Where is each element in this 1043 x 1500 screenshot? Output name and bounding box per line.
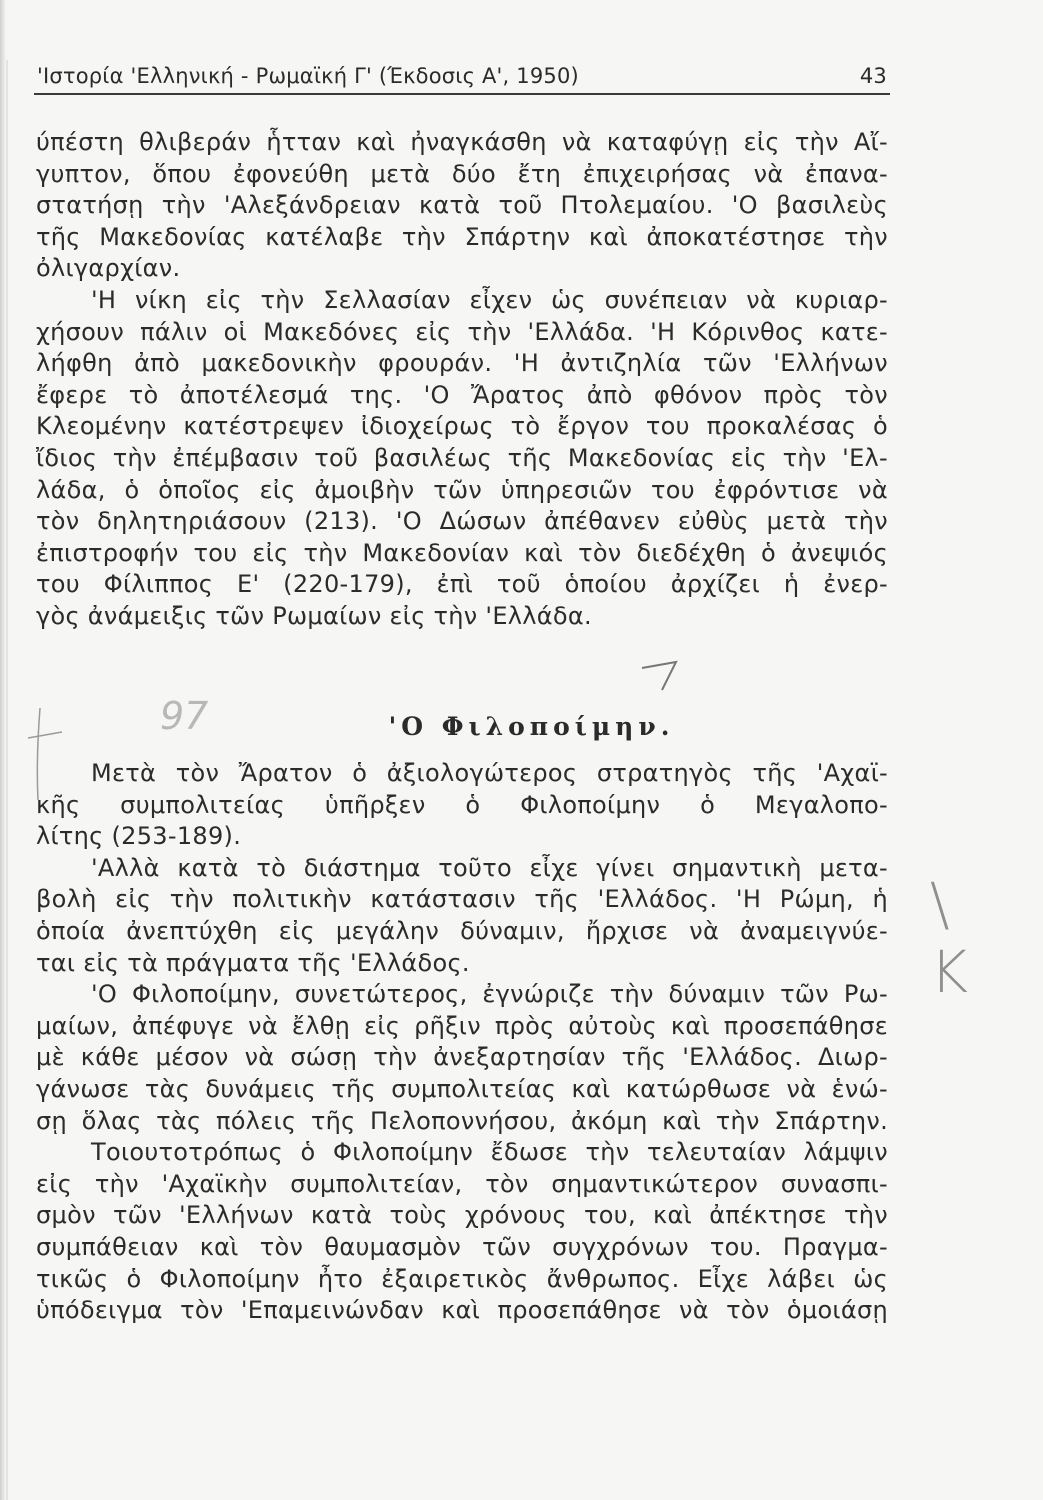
text-line: σμὸν τῶν 'Ελλήνων κατὰ τοὺς χρόνους του, καὶ ἀπέκτησε τὴν	[36, 1201, 888, 1230]
text-line: Κλεομένην κατέστρεψεν ἰδιοχείρως τὸ ἔργον του προκαλέσας ὁ	[36, 412, 888, 441]
text-line: σῃ ὅλας τὰς πόλεις τῆς Πελοποννήσου, ἀκόμη καὶ τὴν Σπάρτην.	[36, 1106, 888, 1135]
text-line: ὁποία ἀνεπτύχθη εἰς μεγάλην δύναμιν, ἤρχισε νὰ ἀναμειγνύε-	[36, 916, 888, 945]
text-line: 'Ο Φιλοποίμην, συνετώτερος, ἐγνώριζε τὴν δύναμιν τῶν Ρω-	[91, 980, 888, 1009]
text-line: γὸς ἀνάμειξις τῶν Ρωμαίων εἰς τὴν 'Ελλάδα.	[36, 601, 592, 630]
text-line: συμπάθειαν καὶ τὸν θαυμασμὸν τῶν συγχρόνων του. Πραγμα-	[36, 1232, 888, 1261]
page-number: 43	[859, 64, 887, 88]
pencil-stroke	[642, 662, 676, 690]
text-line: ἔφερε τὸ ἀποτέλεσμά της. 'Ο Ἄρατος ἀπὸ φθόνον πρὸς τὸν	[36, 380, 888, 409]
text-line: ὑπόδειγμα τὸν 'Επαμεινώνδαν καὶ προσεπάθησε νὰ τὸν ὁμοιάσῃ	[36, 1296, 888, 1325]
pencil-stroke	[37, 708, 40, 800]
text-line: ται εἰς τὰ πράγματα τῆς 'Ελλάδος.	[36, 948, 470, 977]
text-line: 'Η νίκη εἰς τὴν Σελλασίαν εἶχεν ὡς συνέπειαν νὰ κυριαρ-	[91, 285, 888, 314]
text-line: τὸν δηλητηριάσουν (213). 'Ο Δώσων ἀπέθανεν εὐθὺς μετὰ τὴν	[36, 507, 888, 536]
text-line: βολὴ εἰς τὴν πολιτικὴν κατάστασιν τῆς 'Ελλάδος. 'Η Ρώμη, ἡ	[36, 885, 888, 914]
text-line: ἴδιος τὴν ἐπέμβασιν τοῦ βασιλέως τῆς Μακεδονίας εἰς τὴν 'Ελ-	[36, 443, 888, 472]
text-line: τῆς Μακεδονίας κατέλαβε τὴν Σπάρτην καὶ ἀποκατέστησε τὴν	[36, 222, 888, 251]
text-line: λίτης (253-189).	[36, 822, 242, 851]
pencil-stroke	[28, 732, 62, 738]
text-line: μαίων, ἀπέφυγε νὰ ἔλθῃ εἰς ρῆξιν πρὸς αὐτοὺς καὶ προσεπάθησε	[36, 1011, 888, 1040]
text-line: 'Αλλὰ κατὰ τὸ διάστημα τοῦτο εἶχε γίνει σημαντικὴ μετα-	[91, 853, 888, 882]
text-line: μὲ κάθε μέσον νὰ σώσῃ τὴν ἀνεξαρτησίαν τῆς 'Ελλάδος. Διωρ-	[36, 1043, 888, 1072]
text-line: ἐπιστροφήν του εἰς τὴν Μακεδονίαν καὶ τὸν διεδέχθη ὁ ἀνεψιός	[36, 538, 888, 567]
text-line: κῆς συμπολιτείας ὑπῆρξεν ὁ Φιλοποίμην ὁ Μεγαλοπο-	[36, 790, 888, 819]
pencil-number: 97	[160, 694, 209, 738]
section-title: 'Ο Φιλοποίμην.	[388, 712, 675, 741]
text-line: γάνωσε τὰς δυνάμεις τῆς συμπολιτείας καὶ κατώρθωσε νὰ ἑνώ-	[36, 1074, 888, 1103]
text-line: γυπτον, ὅπου ἐφονεύθη μετὰ δύο ἔτη ἐπιχειρήσας νὰ ἐπανα-	[36, 159, 888, 188]
header-title: 'Ιστορία 'Ελληνική - Ρωμαϊκή Γ' (Έκδοσις Α', 1950)	[37, 64, 579, 88]
text-line: στατήσῃ τὴν 'Αλεξάνδρειαν κατὰ τοῦ Πτολεμαίου. 'Ο βασιλεὺς	[36, 191, 888, 220]
text-line: του Φίλιππος Ε' (220-179), ἐπὶ τοῦ ὁποίου ἀρχίζει ἡ ἐνερ-	[36, 570, 888, 599]
text-line: ὀλιγαρχίαν.	[36, 254, 181, 283]
text-line: χήσουν πάλιν οἱ Μακεδόνες εἰς τὴν 'Ελλάδα. 'Η Κόρινθος κατε-	[36, 317, 888, 346]
margin-mark: \ Κ	[930, 870, 987, 1006]
text-line: Μετὰ τὸν Ἄρατον ὁ ἀξιολογώτερος στρατηγὸς τῆς 'Αχαϊ-	[91, 759, 888, 787]
text-line: ύπέστη θλιβεράν ἧτταν καὶ ἠναγκάσθη νὰ καταφύγῃ εἰς τὴν Αἴ-	[36, 128, 888, 156]
text-line: Τοιουτοτρόπως ὁ Φιλοποίμην ἔδωσε τὴν τελευταίαν λάμψιν	[91, 1138, 888, 1167]
text-line: λάδα, ὁ ὁποῖος εἰς ἀμοιβὴν τῶν ὑπηρεσιῶν του ἐφρόντισε νὰ	[36, 475, 888, 504]
text-line: λήφθη ἀπὸ μακεδονικὴν φρουράν. 'Η ἀντιζηλία τῶν 'Ελλήνων	[36, 349, 888, 378]
text-line: τικῶς ὁ Φιλοποίμην ἦτο ἐξαιρετικὸς ἄνθρωπος. Εἶχε λάβει ὡς	[36, 1264, 888, 1293]
text-line: εἰς τὴν 'Αχαϊκὴν συμπολιτείαν, τὸν σημαντικώτερον συνασπι-	[36, 1169, 888, 1198]
